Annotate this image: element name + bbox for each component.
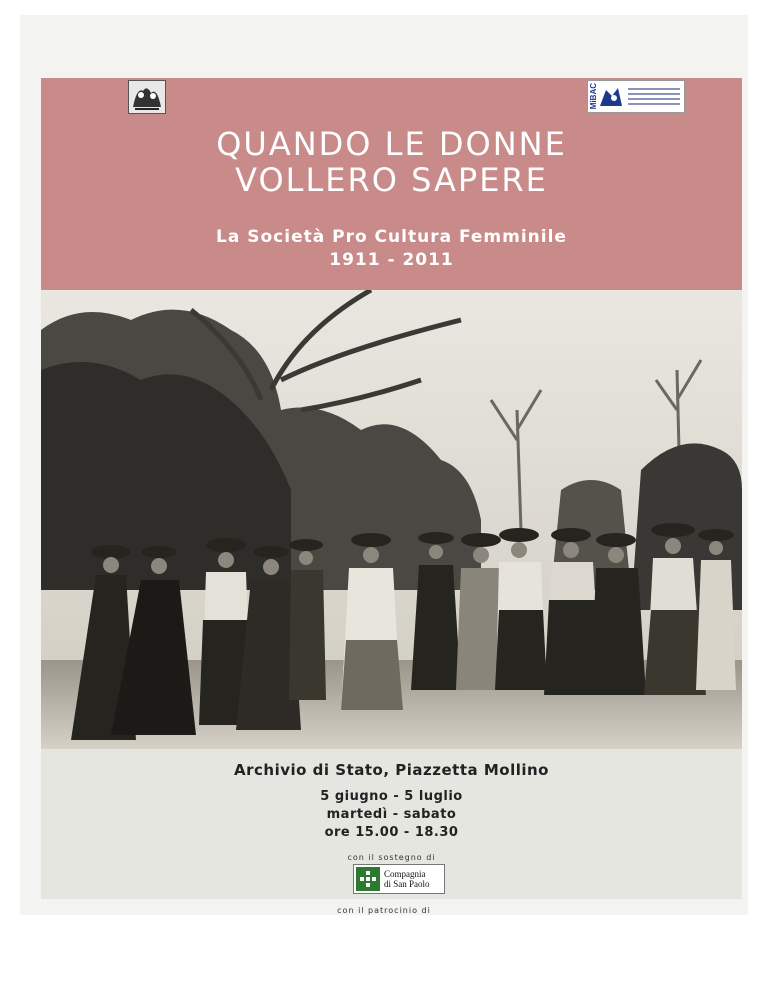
- event-days: martedì - sabato: [326, 807, 457, 822]
- emblem-icon: [129, 81, 165, 113]
- archive-emblem-logo: [128, 80, 166, 114]
- poster-subtitle: [41, 226, 742, 272]
- mibac-brand: MiBAC: [589, 83, 598, 110]
- title-line-1: QUANDO LE DONNE: [216, 125, 567, 163]
- event-hours: ore 15.00 - 18.30: [324, 825, 459, 840]
- photo-illustration: [41, 290, 742, 749]
- support-label: con il sostegno di: [347, 853, 436, 862]
- poster-title: [41, 126, 742, 198]
- sponsor-name: [384, 869, 430, 889]
- title-line-2: VOLLERO SAPERE: [235, 161, 548, 199]
- subtitle-line-2: 1911 - 2011: [329, 250, 454, 270]
- event-info: [41, 760, 742, 842]
- sponsor-mark-icon: [356, 867, 380, 891]
- sponsor-name-line-1: Compagnia: [384, 869, 426, 879]
- event-schedule: [41, 788, 742, 842]
- mibac-logo: [587, 80, 685, 113]
- subtitle-line-1: La Società Pro Cultura Femminile: [216, 227, 567, 247]
- event-dates: 5 giugno - 5 luglio: [320, 789, 463, 804]
- sponsor-name-line-2: di San Paolo: [384, 879, 430, 889]
- sponsor-logo: [353, 864, 445, 894]
- patronage-label: con il patrocinio di: [337, 906, 431, 915]
- mibac-symbol-icon: [598, 84, 624, 110]
- historical-group-photo: [41, 290, 742, 749]
- mibac-text-lines: [624, 82, 684, 111]
- header-band: [41, 78, 742, 290]
- event-venue: Archivio di Stato, Piazzetta Mollino: [234, 761, 549, 779]
- poster: [41, 78, 742, 899]
